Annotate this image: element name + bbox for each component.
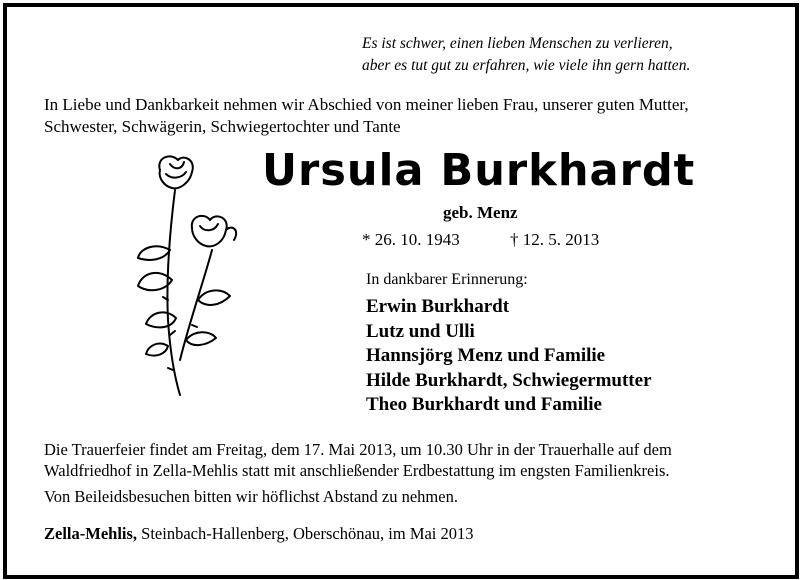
mourner-item: Erwin Burkhardt	[366, 296, 510, 317]
intro-text	[44, 94, 774, 138]
memory-label: In dankbarer Erinnerung:	[366, 271, 528, 288]
rose-illustration	[120, 150, 250, 400]
condolence-request: Von Beileidsbesuchen bitten wir höflichst Abstand zu nehmen.	[44, 487, 458, 506]
mourner-item: Hilde Burkhardt, Schwiegermutter	[366, 369, 652, 391]
mourner-item: Lutz und Ulli	[366, 320, 475, 342]
service-line-1: Die Trauerfeier findet am Freitag, dem 17. Mai 2013, um 10.30 Uhr in der Trauerhalle auf dem	[44, 440, 672, 459]
motto-line-1: Es ist schwer, einen lieben Menschen zu verlieren,	[362, 35, 673, 52]
motto-line-2: aber es tut gut zu erfahren, wie viele ihn gern hatten.	[362, 57, 691, 74]
mourners-list	[366, 295, 652, 418]
signoff-place: Zella-Mehlis,	[44, 524, 138, 543]
funeral-service-text	[44, 439, 784, 481]
mourner-item: Theo Burkhardt und Familie	[366, 394, 602, 415]
intro-line-1: In Liebe und Dankbarkeit nehmen wir Abschied von meiner lieben Frau, unserer guten Mutter,	[44, 95, 689, 114]
intro-line-2: Schwester, Schwägerin, Schwiegertochter und Tante	[44, 117, 401, 136]
mourner-item: Hannsjörg Menz und Familie	[366, 345, 606, 366]
motto-quote	[362, 33, 782, 77]
service-line-2: Waldfriedhof in Zella-Mehlis statt mit anschließender Erdbestattung im engsten Familienkreis.	[44, 461, 670, 480]
deceased-name: Ursula Burkhardt	[262, 145, 696, 196]
signoff-rest: Steinbach-Hallenberg, Oberschönau, im Mai 2013	[137, 524, 474, 543]
maiden-name: geb. Menz	[443, 203, 518, 222]
signoff-line	[44, 524, 774, 544]
birth-date: * 26. 10. 1943	[362, 230, 460, 249]
death-date: † 12. 5. 2013	[510, 230, 600, 249]
